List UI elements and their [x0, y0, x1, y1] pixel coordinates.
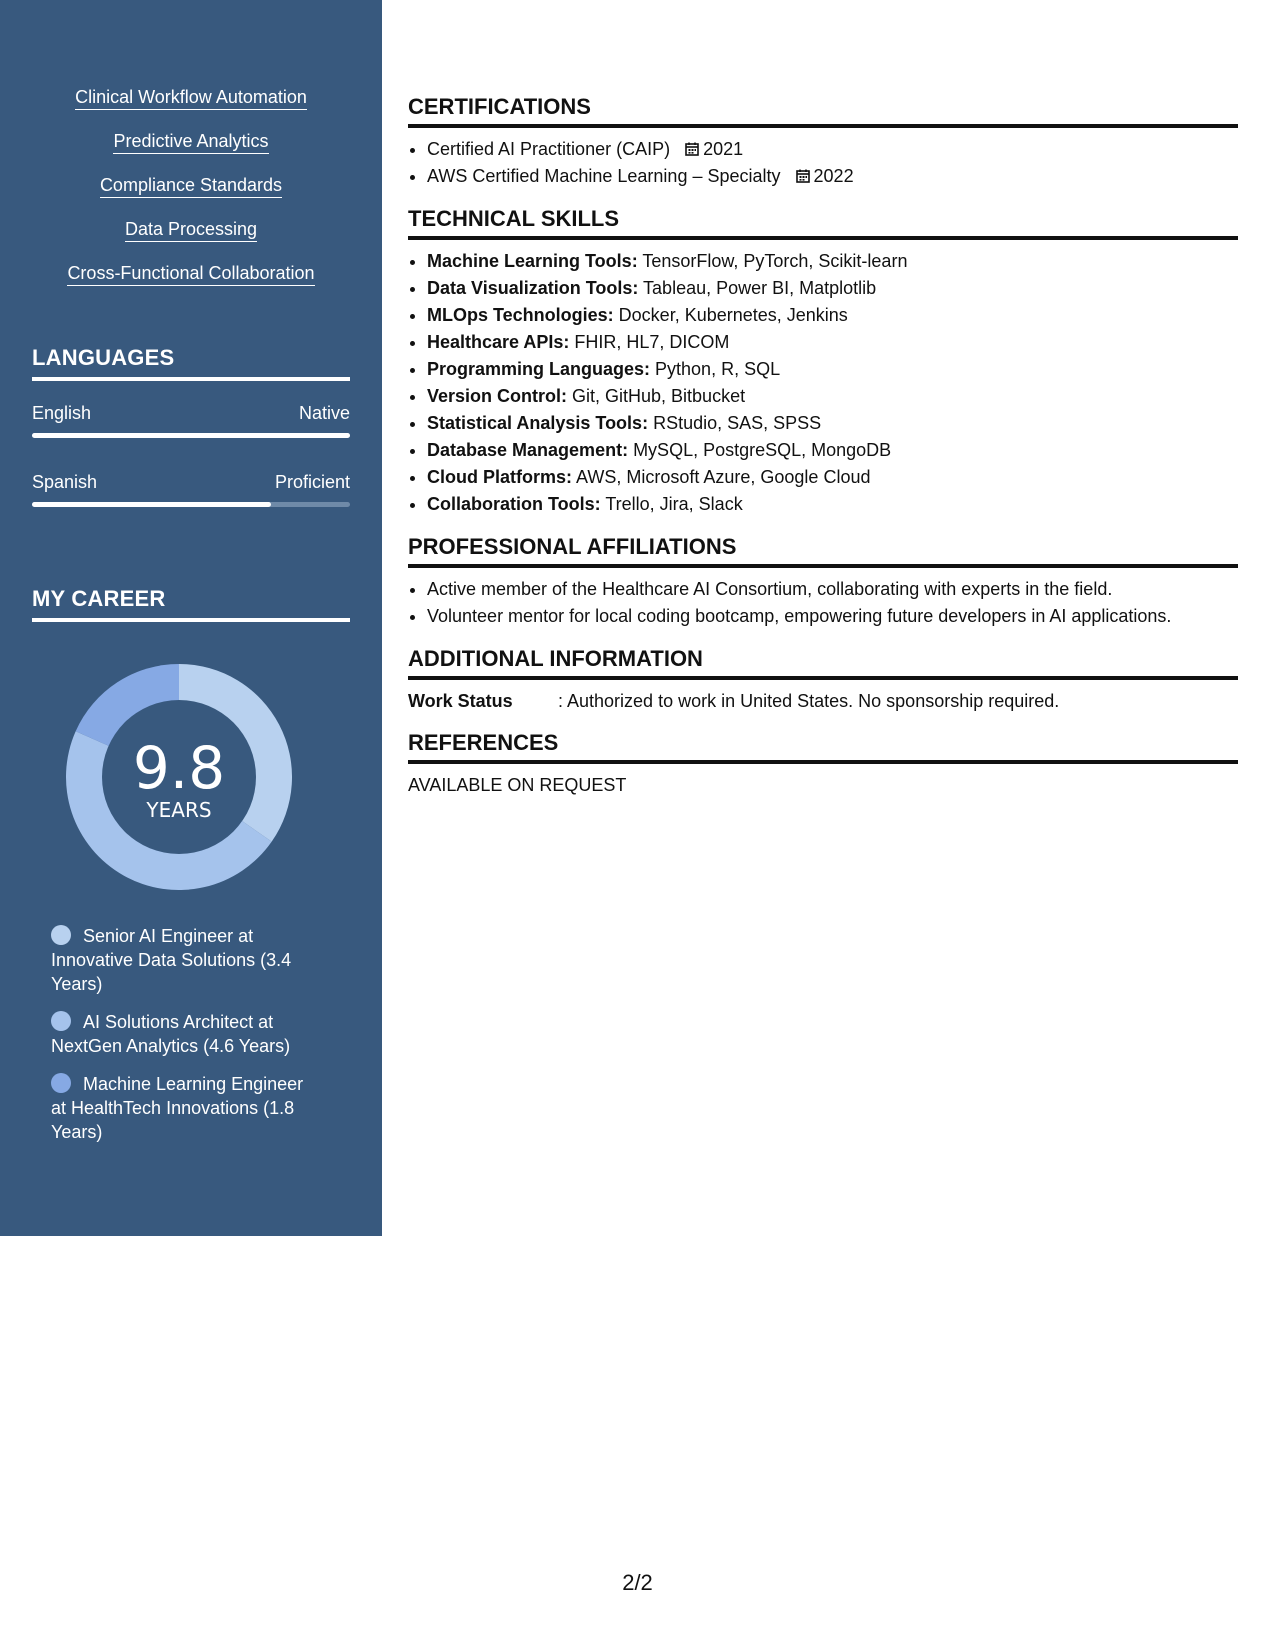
tech-skill-label: MLOps Technologies:: [427, 305, 614, 325]
tech-skill-label: Data Visualization Tools:: [427, 278, 639, 298]
tech-skill-label: Healthcare APIs:: [427, 332, 570, 352]
tech-skill-value: FHIR, HL7, DICOM: [569, 332, 730, 352]
tech-skill-value: RStudio, SAS, SPSS: [648, 413, 822, 433]
tech-skill-value: Docker, Kubernetes, Jenkins: [613, 305, 848, 325]
additional-info-heading: ADDITIONAL INFORMATION: [408, 646, 1238, 680]
page-number: 2/2: [622, 1570, 653, 1595]
skill-item[interactable]: Predictive Analytics: [113, 130, 268, 154]
tech-skill-value: Git, GitHub, Bitbucket: [567, 386, 746, 406]
skill-item[interactable]: Data Processing: [125, 218, 257, 242]
tech-skill-item: [427, 383, 1238, 410]
work-status-label: Work Status: [408, 691, 513, 711]
career-heading: MY CAREER: [32, 586, 350, 622]
career-donut-chart: [66, 664, 292, 890]
references-heading: REFERENCES: [408, 730, 1238, 764]
technical-skills-section: [408, 206, 1238, 518]
tech-skill-item: [427, 302, 1238, 329]
affiliations-heading: PROFESSIONAL AFFILIATIONS: [408, 534, 1238, 568]
certifications-section: [408, 94, 1238, 190]
tech-skill-label: Programming Languages:: [427, 359, 651, 379]
certification-name: Certified AI Practitioner (CAIP): [427, 139, 671, 159]
tech-skill-label: Statistical Analysis Tools:: [427, 413, 649, 433]
language-name: Spanish: [32, 472, 98, 492]
tech-skill-item: [427, 410, 1238, 437]
references-text: AVAILABLE ON REQUEST: [408, 775, 627, 795]
career-list: [51, 924, 321, 1158]
work-status-row: [408, 688, 1238, 714]
certification-year: 2022: [813, 166, 854, 186]
certification-item: [427, 163, 1238, 190]
tech-skill-label: Machine Learning Tools:: [427, 251, 638, 271]
work-status-value: : Authorized to work in United States. No sponsorship required.: [558, 691, 1060, 711]
circle-dot-icon: [51, 925, 71, 945]
affiliation-item: • Active member of the Healthcare AI Consortium, collaborating with experts in the field.: [427, 576, 1238, 603]
languages-heading: LANGUAGES: [32, 345, 350, 381]
career-item-text: Machine Learning Engineer at HealthTech Innovations (1.8 Years): [51, 1074, 304, 1142]
tech-skill-value: Trello, Jira, Slack: [600, 494, 743, 514]
affiliations-section: [408, 534, 1238, 630]
calendar-icon: [796, 169, 810, 183]
certification-name: AWS Certified Machine Learning – Specialty: [427, 166, 781, 186]
tech-skill-item: [427, 329, 1238, 356]
tech-skill-value: MySQL, PostgreSQL, MongoDB: [628, 440, 892, 460]
tech-skill-value: AWS, Microsoft Azure, Google Cloud: [572, 467, 871, 487]
tech-skill-label: Version Control:: [427, 386, 568, 406]
skills-list: [0, 86, 382, 306]
certifications-heading: CERTIFICATIONS: [408, 94, 1238, 128]
career-item-text: Senior AI Engineer at Innovative Data Solutions (3.4 Years): [51, 926, 292, 994]
sidebar: [0, 0, 382, 1236]
skill-item[interactable]: Cross-Functional Collaboration: [67, 262, 314, 286]
references-section: [408, 730, 1238, 798]
tech-skill-label: Database Management:: [427, 440, 629, 460]
language-row-spanish: [32, 472, 350, 493]
language-row-english: [32, 403, 350, 424]
circle-dot-icon: [51, 1073, 71, 1093]
tech-skill-item: [427, 275, 1238, 302]
language-bar-fill: [32, 502, 271, 507]
language-bar-fill: [32, 433, 350, 438]
language-level: Native: [298, 403, 350, 423]
language-bar-english: [32, 433, 350, 438]
main-content: [408, 94, 1238, 814]
career-item: [51, 1072, 321, 1144]
certification-year: 2021: [703, 139, 744, 159]
career-total-unit: YEARS: [146, 798, 212, 822]
career-item: [51, 924, 321, 996]
skill-item[interactable]: Compliance Standards: [100, 174, 282, 198]
skill-item[interactable]: Clinical Workflow Automation: [75, 86, 307, 110]
tech-skill-label: Cloud Platforms:: [427, 467, 573, 487]
tech-skill-value: Python, R, SQL: [650, 359, 781, 379]
career-total-years: 9.8: [132, 734, 226, 802]
tech-skill-item: [427, 464, 1238, 491]
certification-item: [427, 136, 1238, 163]
circle-dot-icon: [51, 1011, 71, 1031]
affiliation-item: • Volunteer mentor for local coding bootcamp, empowering future developers in AI applications.: [427, 603, 1238, 630]
calendar-icon: [685, 142, 699, 156]
tech-skill-label: Collaboration Tools:: [427, 494, 601, 514]
additional-info-section: [408, 646, 1238, 714]
tech-skill-item: [427, 356, 1238, 383]
tech-skill-value: TensorFlow, PyTorch, Scikit-learn: [637, 251, 908, 271]
tech-skill-item: [427, 491, 1238, 518]
language-level: Proficient: [274, 472, 350, 492]
career-item: [51, 1010, 321, 1058]
technical-skills-heading: TECHNICAL SKILLS: [408, 206, 1238, 240]
career-item-text: AI Solutions Architect at NextGen Analytics (4.6 Years): [51, 1012, 291, 1056]
language-name: English: [32, 403, 92, 423]
tech-skill-item: [427, 437, 1238, 464]
language-bar-spanish: [32, 502, 350, 507]
tech-skill-item: [427, 248, 1238, 275]
tech-skill-value: Tableau, Power BI, Matplotlib: [638, 278, 877, 298]
